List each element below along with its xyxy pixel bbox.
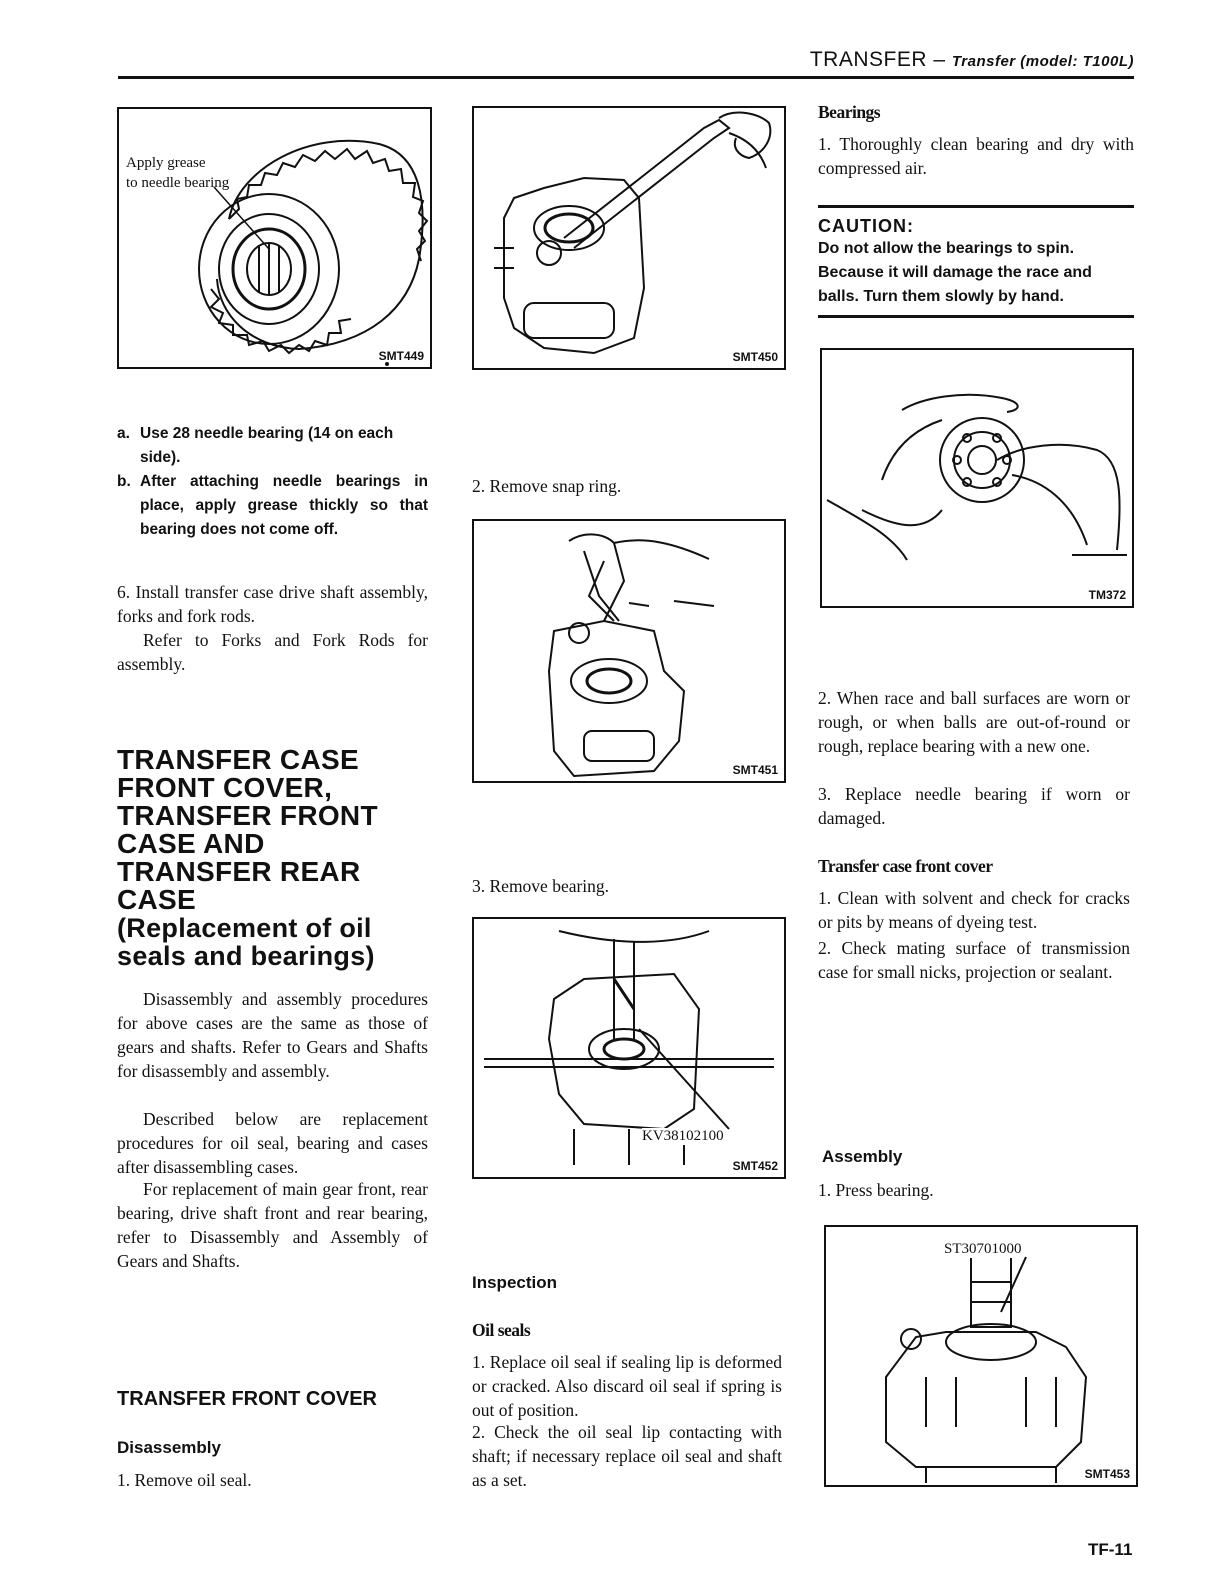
- note-b: After attaching needle bearings in place, apply grease thickly so that bearing does not come off.: [140, 473, 428, 538]
- oil-seal-step-2: 2. Check the oil seal lip contacting with shaft; if necessary replace oil seal and shaft as a set.: [472, 1422, 782, 1490]
- header-title: TRANSFER: [809, 48, 928, 71]
- caution-title: CAUTION:: [818, 216, 914, 236]
- gear-illustration: [119, 109, 430, 367]
- page-header: [118, 46, 1134, 79]
- front-cover-step-1: 1. Clean with solvent and check for cracks or pits by means of dyeing test.: [818, 888, 1130, 932]
- note-a-mark: a.: [117, 425, 130, 442]
- header-subtitle: Transfer (model: T100L): [951, 53, 1134, 70]
- step-6-ref: Refer to Forks and Fork Rods for assembly.: [117, 630, 428, 674]
- subsection-disassembly: Disassembly: [117, 1438, 221, 1457]
- figure-smt452: [472, 917, 786, 1179]
- intro-paragraph-1: Disassembly and assembly procedures for above cases are the same as those of gears and shafts. Refer to Gears and Shafts for disassembly and assembly.: [117, 989, 428, 1081]
- figure-smt449: [117, 107, 432, 369]
- front-cover-step-2: 2. Check mating surface of transmission case for small nicks, projection or sealant.: [818, 938, 1130, 982]
- intro-paragraph-2: Described below are replacement procedures for oil seal, bearing and cases after disassembling cases.: [117, 1109, 428, 1177]
- figure-tm372: [820, 348, 1134, 608]
- caution-box: [818, 205, 1134, 318]
- figure-label-line2: to needle bearing: [126, 175, 230, 191]
- figure-smt450: [472, 106, 786, 370]
- step-6: 6. Install transfer case drive shaft assembly, forks and fork rods.: [117, 582, 428, 626]
- bearing-removal-illustration: [474, 919, 784, 1177]
- heading-bearings: Bearings: [818, 102, 881, 122]
- bearing-step-1: 1. Thoroughly clean bearing and dry with compressed air.: [818, 134, 1134, 178]
- main-section-title: TRANSFER CASE FRONT COVER, TRANSFER FRONT CASE AND TRANSFER REAR CASE: [117, 744, 378, 915]
- header-dash: –: [927, 48, 952, 71]
- tool-number-label: KV38102100: [642, 1128, 724, 1144]
- note-b-mark: b.: [117, 473, 131, 490]
- snap-ring-removal-illustration: [474, 108, 784, 368]
- disassembly-step-1: 1. Remove oil seal.: [117, 1470, 252, 1490]
- tool-number-label: ST30701000: [944, 1241, 1022, 1257]
- bearing-press-illustration: [826, 1227, 1136, 1485]
- bearing-inspection-illustration: [822, 350, 1132, 606]
- bearing-step-3: 3. Replace needle bearing if worn or damaged.: [818, 784, 1130, 828]
- step-3: 3. Remove bearing.: [472, 876, 610, 896]
- caution-text: Do not allow the bearings to spin. Because it will damage the race and balls. Turn them slowly by hand.: [818, 240, 1092, 305]
- main-section-subtitle: (Replacement of oil seals and bearings): [117, 913, 375, 971]
- snap-ring-pliers-illustration: [474, 521, 784, 781]
- figure-label-line1: Apply grease: [126, 155, 206, 171]
- page-number: TF-11: [1088, 1540, 1133, 1559]
- figure-code: TM372: [1088, 588, 1126, 602]
- subsection-assembly: Assembly: [822, 1147, 903, 1166]
- figure-code: SMT451: [732, 763, 778, 777]
- assembly-step-1: 1. Press bearing.: [818, 1180, 934, 1200]
- figure-code: SMT450: [732, 350, 778, 364]
- heading-oil-seals: Oil seals: [472, 1320, 531, 1340]
- step-2: 2. Remove snap ring.: [472, 476, 622, 496]
- section-front-cover: TRANSFER FRONT COVER: [117, 1388, 377, 1410]
- header-title-group: [810, 48, 1134, 72]
- bearing-step-2: 2. When race and ball surfaces are worn or rough, or when balls are out-of-round or rough, replace bearing with a new one.: [818, 688, 1130, 756]
- note-a: Use 28 needle bearing (14 on each side).: [140, 425, 394, 466]
- oil-seal-step-1: 1. Replace oil seal if sealing lip is deformed or cracked. Also discard oil seal if spring is out of position.: [472, 1352, 782, 1420]
- figure-code: SMT453: [1084, 1467, 1130, 1481]
- intro-paragraph-3: For replacement of main gear front, rear bearing, drive shaft front and rear bearing, refer to Disassembly and Assembly of Gears and Shafts.: [117, 1179, 428, 1271]
- figure-smt453: [824, 1225, 1138, 1487]
- subsection-inspection: Inspection: [472, 1273, 558, 1292]
- figure-smt451: [472, 519, 786, 783]
- figure-code: SMT449: [378, 349, 424, 363]
- figure-code: SMT452: [732, 1159, 778, 1173]
- heading-front-cover: Transfer case front cover: [818, 856, 993, 876]
